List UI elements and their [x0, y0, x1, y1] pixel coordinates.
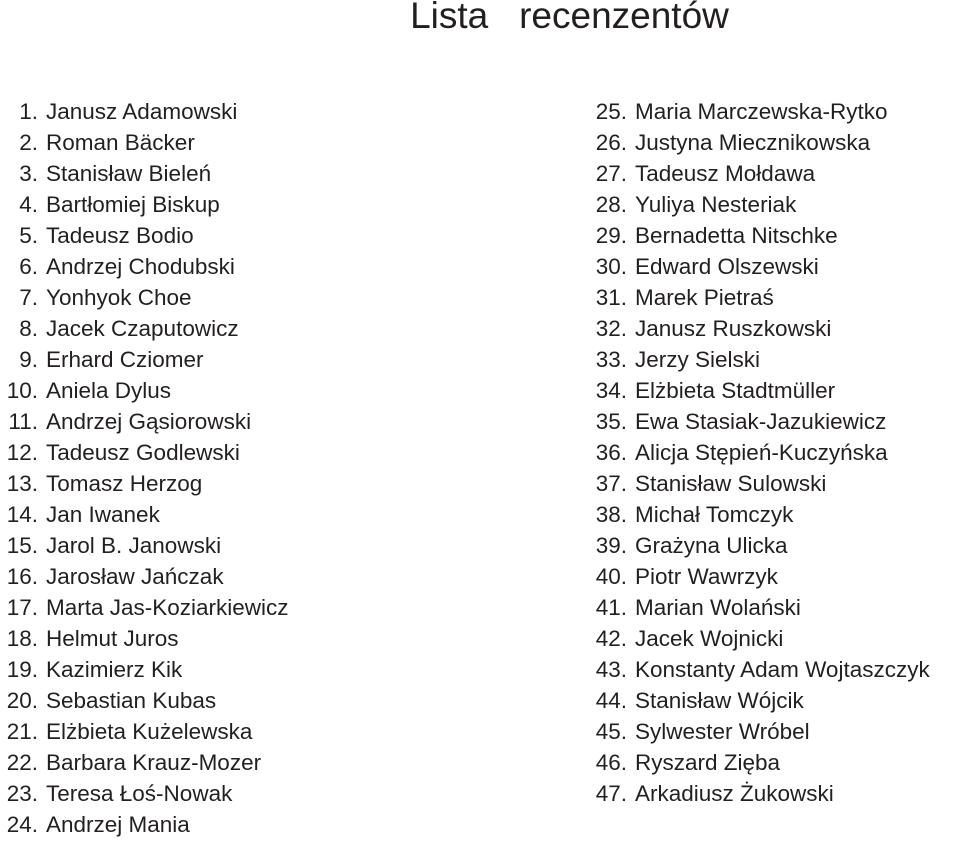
reviewer-item — [560, 127, 959, 158]
reviewer-number: 28. — [595, 192, 627, 217]
reviewer-name: Sylwester Wróbel — [635, 719, 810, 744]
reviewer-number: 3. — [19, 161, 38, 186]
reviewer-number: 4. — [19, 192, 38, 217]
reviewer-name: Yuliya Nesteriak — [635, 192, 797, 217]
reviewer-item — [560, 747, 959, 778]
reviewer-item — [560, 530, 959, 561]
reviewer-number: 31. — [595, 285, 627, 310]
reviewer-name: Arkadiusz Żukowski — [635, 781, 834, 806]
reviewer-name: Elżbieta Stadtmüller — [635, 378, 836, 403]
reviewer-number: 34. — [595, 378, 627, 403]
reviewer-name: Ryszard Zięba — [635, 750, 781, 775]
reviewer-item — [560, 251, 959, 282]
reviewer-name: Edward Olszewski — [635, 254, 819, 279]
reviewer-list-left — [0, 96, 330, 840]
reviewer-item — [0, 716, 330, 747]
reviewer-item — [560, 685, 959, 716]
reviewer-number: 38. — [595, 502, 627, 527]
reviewer-item — [0, 685, 330, 716]
reviewer-item — [0, 189, 330, 220]
reviewer-number: 9. — [19, 347, 38, 372]
reviewer-name: Marek Pietraś — [635, 285, 774, 310]
reviewer-item — [0, 282, 330, 313]
reviewer-name: Stanisław Sulowski — [635, 471, 827, 496]
reviewer-name: Tadeusz Godlewski — [46, 440, 240, 465]
reviewer-number: 17. — [6, 595, 38, 620]
reviewer-number: 41. — [595, 595, 627, 620]
reviewer-item — [0, 623, 330, 654]
reviewer-name: Jacek Wojnicki — [635, 626, 784, 651]
reviewer-item — [560, 158, 959, 189]
reviewer-name: Barbara Krauz-Mozer — [46, 750, 262, 775]
reviewer-item — [0, 375, 330, 406]
reviewer-name: Bernadetta Nitschke — [635, 223, 838, 248]
reviewer-item — [560, 189, 959, 220]
reviewer-item — [560, 375, 959, 406]
reviewer-name: Yonhyok Choe — [46, 285, 192, 310]
reviewer-item — [560, 468, 959, 499]
reviewer-name: Piotr Wawrzyk — [635, 564, 778, 589]
reviewer-number: 27. — [595, 161, 627, 186]
reviewer-item — [0, 809, 330, 840]
reviewer-name: Michał Tomczyk — [635, 502, 794, 527]
reviewer-name: Janusz Adamowski — [46, 99, 238, 124]
reviewer-number: 10. — [6, 378, 38, 403]
reviewer-number: 46. — [595, 750, 627, 775]
reviewer-item — [560, 282, 959, 313]
reviewer-number: 1. — [19, 99, 38, 124]
reviewer-number: 32. — [595, 316, 627, 341]
reviewer-number: 22. — [6, 750, 38, 775]
reviewer-item — [0, 468, 330, 499]
reviewer-number: 43. — [595, 657, 627, 682]
reviewer-number: 23. — [6, 781, 38, 806]
reviewer-item — [560, 344, 959, 375]
reviewer-name: Jarol B. Janowski — [46, 533, 222, 558]
reviewer-number: 5. — [19, 223, 38, 248]
reviewer-number: 36. — [595, 440, 627, 465]
reviewer-name: Kazimierz Kik — [46, 657, 183, 682]
reviewer-item — [0, 778, 330, 809]
reviewer-number: 44. — [595, 688, 627, 713]
reviewer-item — [0, 406, 330, 437]
reviewer-item — [560, 499, 959, 530]
reviewer-number: 47. — [595, 781, 627, 806]
reviewer-name: Andrzej Mania — [46, 812, 190, 837]
reviewer-number: 26. — [595, 130, 627, 155]
reviewer-number: 25. — [595, 99, 627, 124]
reviewer-number: 21. — [6, 719, 38, 744]
reviewer-name: Marian Wolański — [635, 595, 801, 620]
reviewer-item — [560, 654, 959, 685]
reviewer-item — [0, 96, 330, 127]
reviewer-number: 14. — [6, 502, 38, 527]
page-title: Lista recenzentów — [410, 0, 729, 36]
reviewer-item — [560, 220, 959, 251]
reviewer-item — [560, 716, 959, 747]
reviewer-name: Helmut Juros — [46, 626, 179, 651]
reviewer-name: Erhard Cziomer — [46, 347, 204, 372]
reviewer-list-right — [560, 96, 959, 809]
reviewer-item — [560, 313, 959, 344]
reviewer-item — [0, 499, 330, 530]
reviewer-number: 16. — [6, 564, 38, 589]
reviewer-name: Tadeusz Mołdawa — [635, 161, 816, 186]
reviewer-name: Andrzej Gąsiorowski — [46, 409, 252, 434]
reviewer-number: 6. — [19, 254, 38, 279]
reviewer-name: Jan Iwanek — [46, 502, 160, 527]
reviewer-number: 11. — [8, 409, 38, 434]
reviewer-item — [0, 747, 330, 778]
reviewer-number: 12. — [6, 440, 38, 465]
reviewer-name: Maria Marczewska-Rytko — [635, 99, 888, 124]
reviewer-name: Konstanty Adam Wojtaszczyk — [635, 657, 930, 682]
reviewer-number: 37. — [595, 471, 627, 496]
reviewer-number: 7. — [19, 285, 38, 310]
reviewer-item — [560, 96, 959, 127]
reviewer-name: Aniela Dylus — [46, 378, 172, 403]
reviewer-name: Tadeusz Bodio — [46, 223, 194, 248]
reviewer-number: 30. — [595, 254, 627, 279]
reviewer-number: 19. — [6, 657, 38, 682]
reviewer-name: Grażyna Ulicka — [635, 533, 788, 558]
reviewer-number: 33. — [595, 347, 627, 372]
reviewer-number: 18. — [6, 626, 38, 651]
reviewer-item — [0, 313, 330, 344]
reviewer-item — [0, 220, 330, 251]
reviewer-name: Alicja Stępień-Kuczyńska — [635, 440, 888, 465]
reviewer-name: Jarosław Jańczak — [46, 564, 224, 589]
reviewer-item — [560, 592, 959, 623]
reviewer-item — [0, 561, 330, 592]
reviewer-number: 39. — [595, 533, 627, 558]
reviewer-item — [560, 623, 959, 654]
reviewer-item — [560, 561, 959, 592]
reviewer-item — [0, 127, 330, 158]
reviewer-name: Bartłomiej Biskup — [46, 192, 220, 217]
reviewer-number: 40. — [595, 564, 627, 589]
reviewer-name: Roman Bäcker — [46, 130, 195, 155]
reviewer-name: Janusz Ruszkowski — [635, 316, 832, 341]
reviewer-item — [560, 406, 959, 437]
reviewer-item — [0, 592, 330, 623]
reviewer-number: 45. — [595, 719, 627, 744]
reviewer-number: 24. — [6, 812, 38, 837]
reviewer-number: 8. — [19, 316, 38, 341]
reviewer-name: Sebastian Kubas — [46, 688, 217, 713]
reviewer-number: 13. — [6, 471, 38, 496]
reviewer-name: Jacek Czaputowicz — [46, 316, 239, 341]
reviewer-number: 15. — [6, 533, 38, 558]
reviewer-name: Teresa Łoś-Nowak — [46, 781, 233, 806]
reviewer-name: Andrzej Chodubski — [46, 254, 235, 279]
reviewer-item — [0, 251, 330, 282]
reviewer-name: Marta Jas-Koziarkiewicz — [46, 595, 289, 620]
reviewer-item — [560, 778, 959, 809]
reviewer-item — [0, 437, 330, 468]
reviewer-number: 42. — [595, 626, 627, 651]
reviewer-item — [560, 437, 959, 468]
reviewer-name: Ewa Stasiak-Jazukiewicz — [635, 409, 887, 434]
reviewer-number: 2. — [19, 130, 38, 155]
reviewer-item — [0, 344, 330, 375]
reviewer-item — [0, 530, 330, 561]
reviewer-name: Tomasz Herzog — [46, 471, 203, 496]
reviewer-number: 35. — [595, 409, 627, 434]
reviewer-number: 20. — [6, 688, 38, 713]
reviewer-name: Justyna Miecznikowska — [635, 130, 871, 155]
reviewer-name: Stanisław Wójcik — [635, 688, 804, 713]
reviewer-name: Jerzy Sielski — [635, 347, 761, 372]
reviewer-name: Elżbieta Kużelewska — [46, 719, 253, 744]
reviewer-item — [0, 158, 330, 189]
reviewer-name: Stanisław Bieleń — [46, 161, 212, 186]
reviewer-item — [0, 654, 330, 685]
reviewer-number: 29. — [595, 223, 627, 248]
